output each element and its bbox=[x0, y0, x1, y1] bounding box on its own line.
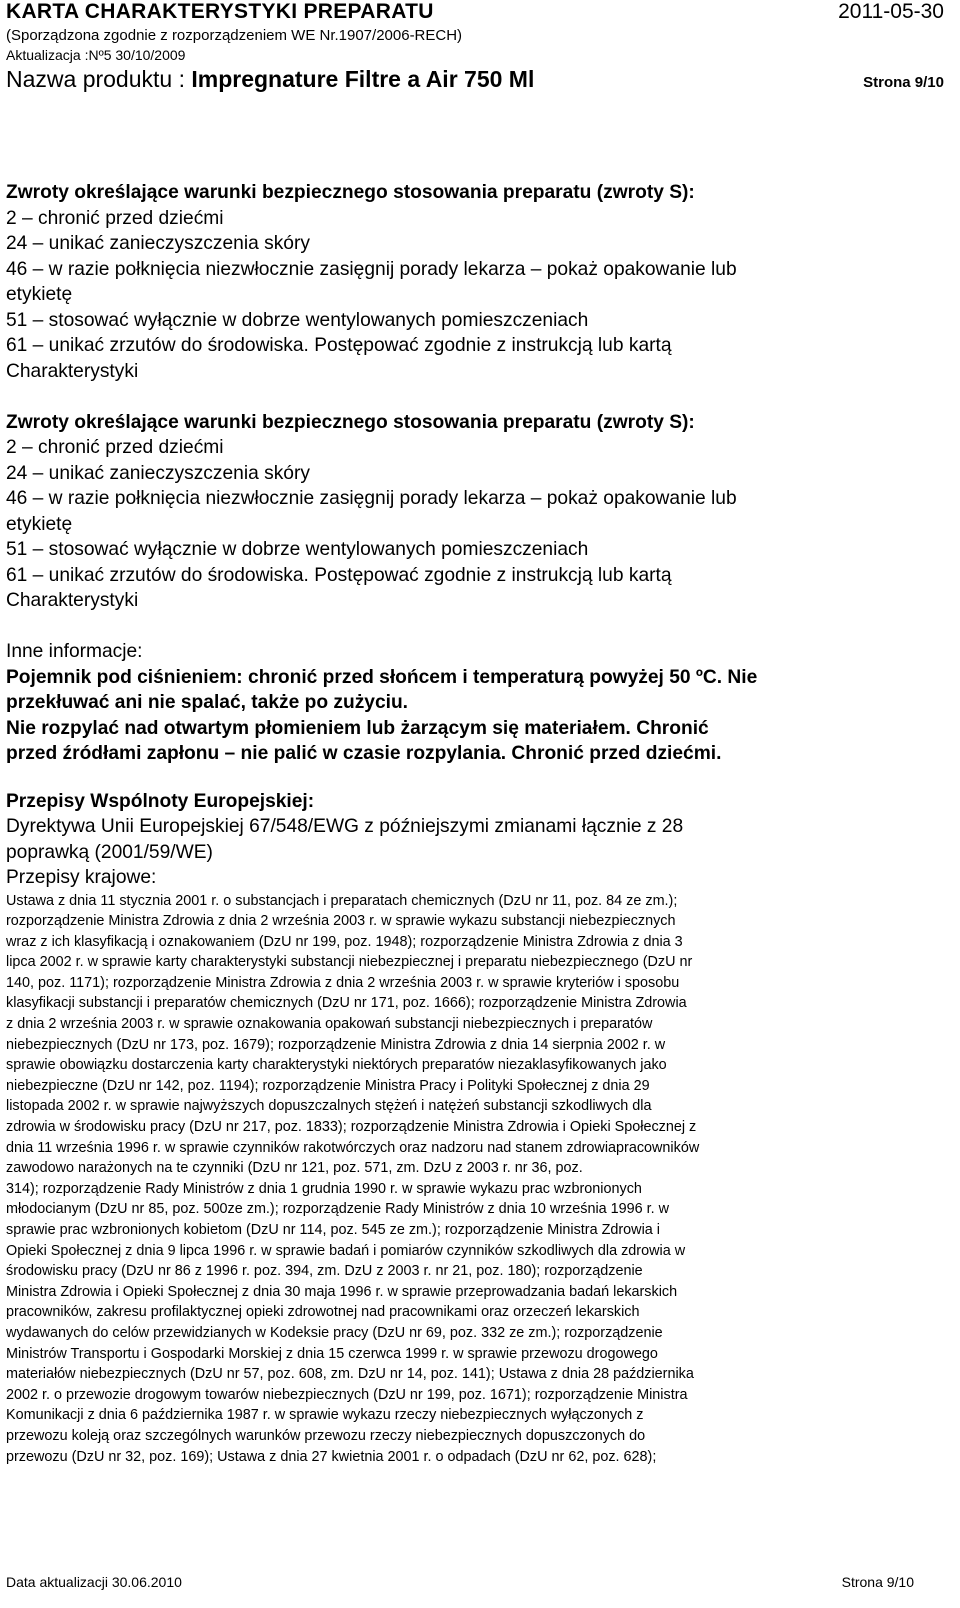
info-line: przekłuwać ani nie spalać, także po zużyciu. bbox=[6, 692, 409, 713]
list-item: 51 – stosować wyłącznie w dobrze wentylowanych pomieszczeniach bbox=[6, 309, 589, 331]
regulation-line: niebezpiecznych (DzU nr 173, poz. 1679); rozporządzenie Ministra Zdrowia z dnia 14 sierpnia 2002 r. w bbox=[6, 1036, 666, 1053]
list-item: 46 – w razie połknięcia niezwłocznie zasięgnij porady lekarza – pokaż opakowanie lub bbox=[6, 488, 737, 509]
document-title: KARTA CHARAKTERYSTYKI PREPARATU bbox=[6, 0, 434, 23]
regulation-line: wydawanych do celów przewidzianych w Kodeksie pracy (DzU nr 69, poz. 332 ze zm.); rozporządzenie bbox=[6, 1324, 663, 1341]
spacer bbox=[6, 767, 946, 789]
regulation-line: wraz z ich klasyfikacją i oznakowaniem (DzU nr 199, poz. 1948); rozporządzenie Ministra Zdrowia z dnia 3 bbox=[6, 933, 683, 950]
section-heading: Inne informacje: bbox=[6, 641, 143, 662]
regulation-line: Ministra Zdrowia i Opieki Społecznej z dnia 30 maja 1996 r. w sprawie przeprowadzania badań lekarskich bbox=[6, 1283, 678, 1300]
section-heading: Przepisy krajowe: bbox=[6, 867, 157, 888]
list-item: 61 – unikać zrzutów do środowiska. Postępować zgodnie z instrukcją lub kartą bbox=[6, 564, 672, 586]
eu-regulations-section bbox=[6, 789, 946, 891]
regulation-line: zdrowia w środowisku pracy (DzU nr 217, poz. 1833); rozporządzenie Ministra Zdrowia i Opieki Społecznej z bbox=[6, 1119, 697, 1136]
regulation-line: przewozu koleją oraz szczególnych warunków przewozu rzeczy niebezpiecznych dopuszczonych do bbox=[6, 1427, 646, 1444]
list-item: 61 – unikać zrzutów do środowiska. Postępować zgodnie z instrukcją lub kartą bbox=[6, 335, 672, 356]
list-item: 46 – w razie połknięcia niezwłocznie zasięgnij porady lekarza – pokaż opakowanie lub bbox=[6, 258, 737, 280]
regulation-line: poprawką (2001/59/WE) bbox=[6, 841, 213, 863]
regulation-line: 314); rozporządzenie Rady Ministrów z dnia 1 grudnia 1990 r. w sprawie wykazu prac wzbronionych bbox=[6, 1180, 642, 1197]
regulation-line: przewozu (DzU nr 32, poz. 169); Ustawa z dnia 27 kwietnia 2001 r. o odpadach (DzU nr 62, poz. 628); bbox=[6, 1448, 657, 1465]
regulation-line: sprawie prac wzbronionych kobietom (DzU nr 114, poz. 545 ze zm.); rozporządzenie Ministra Zdrowia i bbox=[6, 1222, 660, 1238]
list-item: 2 – chronić przed dziećmi bbox=[6, 437, 224, 458]
regulation-line: materiałów niebezpiecznych (DzU nr 57, poz. 608, zm. DzU nr 14, poz. 141); Ustawa z dnia 28 października bbox=[6, 1366, 694, 1383]
document-body bbox=[6, 180, 946, 1467]
footer-update-date: Data aktualizacji 30.06.2010 bbox=[6, 1574, 182, 1590]
info-line: przed źródłami zapłonu – nie palić w czasie rozpylania. Chronić przed dziećmi. bbox=[6, 743, 722, 764]
regulation-line: 2002 r. o przewozie drogowym towarów niebezpiecznych (DzU nr 199, poz. 1671); rozporządzenie Ministra bbox=[6, 1386, 688, 1403]
regulation-line: środowisku pracy (DzU nr 86 z 1996 r. poz. 394, zm. DzU z 2003 r. nr 21, poz. 180); rozporządzenie bbox=[6, 1263, 643, 1280]
spacer bbox=[6, 614, 946, 640]
regulation-line: lipca 2002 r. w sprawie karty charakterystyki substancji niebezpiecznej i preparatu niebezpiecznego (DzU nr bbox=[6, 954, 693, 971]
list-item: etykietę bbox=[6, 513, 73, 535]
document-date: 2011-05-30 bbox=[838, 0, 944, 23]
regulation-line: listopada 2002 r. w sprawie najwyższych dopuszczalnych stężeń i natężeń substancji szkodliwych dla bbox=[6, 1098, 652, 1115]
regulation-line: Komunikacji z dnia 6 października 1987 r. w sprawie wykazu rzeczy niebezpiecznych wyłączonych z bbox=[6, 1407, 644, 1424]
info-line: Nie rozpylać nad otwartym płomieniem lub żarzącym się materiałem. Chronić bbox=[6, 717, 709, 739]
regulation-line: z dnia 2 września 2003 r. w sprawie oznakowania opakowań substancji niebezpiecznych i preparatów bbox=[6, 1016, 653, 1033]
national-regulations-text bbox=[6, 891, 946, 1468]
regulation-line: zawodowo narażonych na te czynniki (DzU nr 121, poz. 571, zm. DzU z 2003 r. nr 36, poz. bbox=[6, 1160, 583, 1177]
footer-page-number: Strona 9/10 bbox=[841, 1574, 914, 1590]
regulation-line: niebezpieczne (DzU nr 142, poz. 1194); rozporządzenie Ministra Pracy i Polityki Społecznej z dnia 29 bbox=[6, 1077, 650, 1094]
regulation-line: Ministrów Transportu i Gospodarki Morskiej z dnia 15 czerwca 1999 r. w sprawie przewozu drogowego bbox=[6, 1345, 658, 1362]
product-label: Nazwa produktu : bbox=[6, 66, 192, 92]
regulation-line: 140, poz. 1171); rozporządzenie Ministra Zdrowia z dnia 2 września 2003 r. w sprawie kryteriów i sposobu bbox=[6, 974, 680, 991]
header-page-number: Strona 9/10 bbox=[863, 74, 944, 91]
regulation-line: pracowników, zakresu profilaktycznej opieki zdrowotnej nad pracownikami oraz orzeczeń lekarskich bbox=[6, 1304, 640, 1321]
spacer bbox=[6, 384, 946, 410]
product-name: Impregnature Filtre a Air 750 Ml bbox=[191, 66, 535, 92]
section-heading: Przepisy Wspólnoty Europejskiej: bbox=[6, 790, 315, 812]
regulation-line: Dyrektywa Unii Europejskiej 67/548/EWG z późniejszymi zmianami łącznie z 28 bbox=[6, 816, 684, 837]
regulation-line: rozporządzenie Ministra Zdrowia z dnia 2 września 2003 r. w sprawie wykazu substancji niebezpiecznych bbox=[6, 913, 676, 930]
regulation-line: młodocianym (DzU nr 85, poz. 500ze zm.); rozporządzenie Rady Ministrów z dnia 10 września 1996 r. w bbox=[6, 1201, 670, 1218]
list-item: Charakterystyki bbox=[6, 590, 139, 611]
regulation-line: Opieki Społecznej z dnia 9 lipca 1996 r. w sprawie badań i pomiarów czynników szkodliwych dla zdrowia w bbox=[6, 1242, 686, 1259]
s-phrases-section-1 bbox=[6, 180, 946, 384]
list-item: 51 – stosować wyłącznie w dobrze wentylowanych pomieszczeniach bbox=[6, 539, 589, 560]
list-item: etykietę bbox=[6, 284, 73, 305]
info-line: Pojemnik pod ciśnieniem: chronić przed słońcem i temperaturą powyżej 50 ºC. Nie bbox=[6, 666, 758, 688]
list-item: 2 – chronić przed dziećmi bbox=[6, 207, 224, 229]
update-info: Aktualizacja :Nº5 30/10/2009 bbox=[6, 47, 186, 63]
product-name-line bbox=[6, 66, 534, 93]
other-info-section bbox=[6, 639, 946, 767]
list-item: 24 – unikać zanieczyszczenia skóry bbox=[6, 233, 310, 254]
regulation-line: sprawie obowiązku dostarczenia karty charakterystyki niektórych preparatów niezaklasyfikowanych jako bbox=[6, 1057, 667, 1074]
list-item: Charakterystyki bbox=[6, 360, 139, 382]
list-item: 24 – unikać zanieczyszczenia skóry bbox=[6, 462, 310, 484]
section-heading: Zwroty określające warunki bezpiecznego stosowania preparatu (zwroty S): bbox=[6, 182, 695, 203]
regulation-line: Ustawa z dnia 11 stycznia 2001 r. o substancjach i preparatach chemicznych (DzU nr 11, poz. 84 ze zm.); bbox=[6, 892, 678, 909]
s-phrases-section-2 bbox=[6, 410, 946, 614]
document-subtitle: (Sporządzona zgodnie z rozporządzeniem WE Nr.1907/2006-RECH) bbox=[6, 27, 463, 44]
regulation-line: dnia 11 września 1996 r. w sprawie czynników rakotwórczych oraz nadzoru nad stanem zdrowiapracowników bbox=[6, 1139, 700, 1156]
section-heading: Zwroty określające warunki bezpiecznego stosowania preparatu (zwroty S): bbox=[6, 411, 695, 433]
regulation-line: klasyfikacji substancji i preparatów chemicznych (DzU nr 171, poz. 1666); rozporządzenie Ministra Zdrowia bbox=[6, 995, 687, 1012]
